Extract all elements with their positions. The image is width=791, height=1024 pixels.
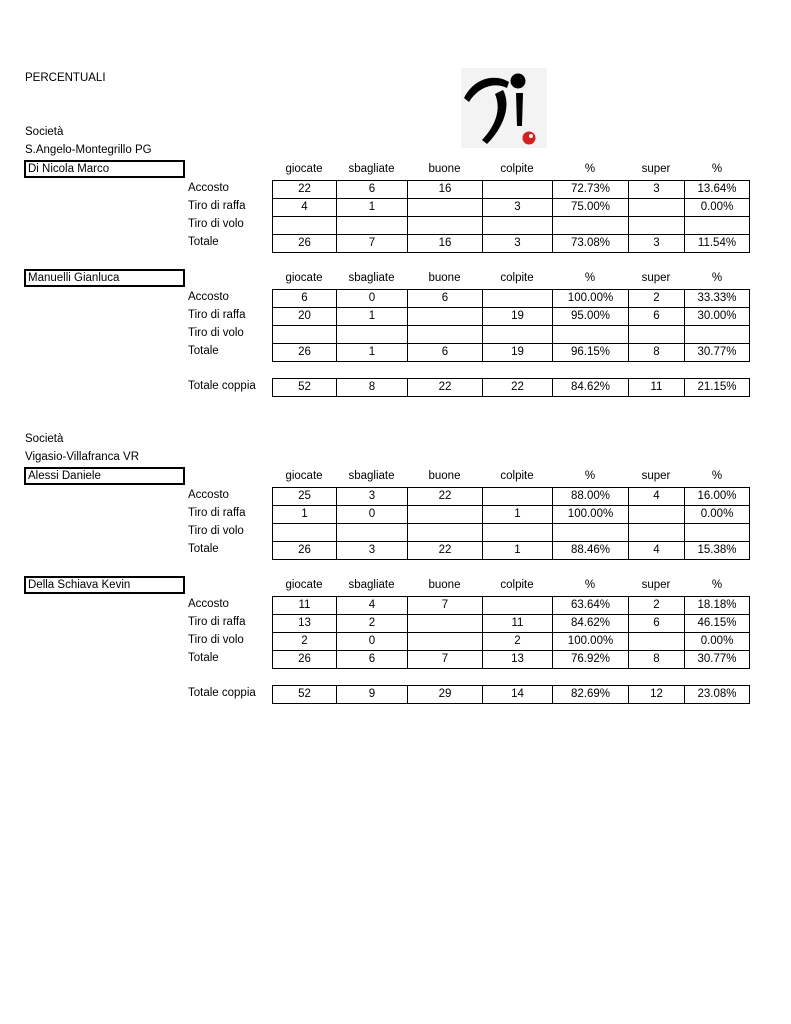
table-cell: 1 <box>337 199 408 217</box>
table-cell <box>483 217 553 235</box>
row-box <box>272 198 750 217</box>
table-cell: 13 <box>273 615 337 633</box>
table-cell: 6 <box>337 651 408 669</box>
row-box <box>272 685 750 704</box>
row-box <box>272 487 750 506</box>
table-cell: 4 <box>629 542 685 560</box>
table-cell: 13.64% <box>697 183 737 195</box>
table-cell <box>629 199 685 217</box>
row-box <box>272 505 750 524</box>
column-header: giocate <box>285 163 323 175</box>
table-cell: 1 <box>273 506 337 524</box>
table-cell: 16.00% <box>697 490 737 502</box>
column-header: % <box>584 272 596 284</box>
table-cell: 63.64% <box>553 597 629 615</box>
row-box <box>272 216 750 235</box>
table-cell: 11 <box>273 597 337 615</box>
table-cell: 76.92% <box>553 651 629 669</box>
row-box <box>272 234 750 253</box>
table-cell: 22 <box>408 488 483 506</box>
player-name-box: Di Nicola Marco <box>24 160 185 178</box>
column-header: giocate <box>285 470 323 482</box>
page-title: PERCENTUALI <box>25 72 106 84</box>
table-cell: 23.08% <box>697 688 737 700</box>
table-cell <box>629 217 685 235</box>
row-label: Tiro di raffa <box>188 309 246 321</box>
row-label: Tiro di volo <box>188 218 244 230</box>
row-label: Totale coppia <box>188 380 256 392</box>
column-header: % <box>584 163 596 175</box>
row-label: Totale <box>188 652 219 664</box>
table-cell: 4 <box>629 488 685 506</box>
row-box <box>272 343 750 362</box>
table-cell: 46.15% <box>697 617 737 629</box>
table-cell: 9 <box>337 686 408 704</box>
table-cell <box>553 326 629 344</box>
table-cell: 14 <box>483 686 553 704</box>
table-cell: 7 <box>337 235 408 253</box>
table-cell <box>408 506 483 524</box>
table-cell: 0 <box>337 633 408 651</box>
row-label: Totale <box>188 236 219 248</box>
table-cell: 8 <box>337 379 408 397</box>
table-cell: 100.00% <box>553 506 629 524</box>
player-name-box: Della Schiava Kevin <box>24 576 185 594</box>
row-box <box>272 614 750 633</box>
table-cell: 0 <box>337 506 408 524</box>
table-cell: 2 <box>273 633 337 651</box>
column-header: % <box>584 579 596 591</box>
table-cell <box>629 633 685 651</box>
column-header: colpite <box>500 579 534 591</box>
table-cell <box>483 488 553 506</box>
table-cell <box>685 524 749 542</box>
table-cell: 0.00% <box>700 201 734 213</box>
table-cell <box>483 524 553 542</box>
table-cell: 0 <box>337 290 408 308</box>
table-cell <box>629 524 685 542</box>
table-cell: 30.77% <box>697 346 737 358</box>
table-cell: 22 <box>408 379 483 397</box>
table-cell: 19 <box>483 344 553 362</box>
row-box <box>272 596 750 615</box>
column-header: buone <box>428 579 461 591</box>
table-cell: 4 <box>273 199 337 217</box>
row-box <box>272 180 750 199</box>
societa-label: Società <box>25 433 64 445</box>
table-cell <box>629 326 685 344</box>
table-cell <box>337 524 408 542</box>
table-cell: 33.33% <box>697 292 737 304</box>
table-cell: 6 <box>408 344 483 362</box>
table-cell: 26 <box>273 344 337 362</box>
table-cell: 84.62% <box>553 379 629 397</box>
row-label: Tiro di volo <box>188 634 244 646</box>
table-cell: 26 <box>273 542 337 560</box>
table-cell <box>685 217 749 235</box>
table-cell: 2 <box>483 633 553 651</box>
table-cell: 13 <box>483 651 553 669</box>
table-cell: 6 <box>408 290 483 308</box>
row-label: Tiro di raffa <box>188 616 246 628</box>
table-cell: 84.62% <box>553 615 629 633</box>
table-cell: 11 <box>629 379 685 397</box>
column-header: buone <box>428 163 461 175</box>
player-name-box: Manuelli Gianluca <box>24 269 185 287</box>
table-cell: 3 <box>337 542 408 560</box>
table-cell: 0.00% <box>700 635 734 647</box>
table-cell <box>483 326 553 344</box>
table-cell: 1 <box>337 344 408 362</box>
table-cell <box>273 524 337 542</box>
table-cell: 22 <box>273 181 337 199</box>
table-cell <box>408 633 483 651</box>
column-header: sbagliate <box>348 272 395 284</box>
table-cell: 15.38% <box>697 544 737 556</box>
table-cell: 3 <box>483 199 553 217</box>
table-cell: 3 <box>483 235 553 253</box>
table-cell: 2 <box>337 615 408 633</box>
table-cell: 82.69% <box>553 686 629 704</box>
column-header: colpite <box>500 272 534 284</box>
table-cell: 6 <box>273 290 337 308</box>
table-cell: 6 <box>629 308 685 326</box>
table-cell: 3 <box>629 235 685 253</box>
table-cell <box>408 326 483 344</box>
societa-label: Società <box>25 126 64 138</box>
table-cell: 29 <box>408 686 483 704</box>
table-cell: 52 <box>273 379 337 397</box>
table-cell: 11 <box>483 615 553 633</box>
table-cell <box>483 597 553 615</box>
column-header: giocate <box>285 579 323 591</box>
table-cell: 16 <box>408 235 483 253</box>
table-cell: 4 <box>337 597 408 615</box>
row-box <box>272 378 750 397</box>
column-header: colpite <box>500 163 534 175</box>
column-header: sbagliate <box>348 579 395 591</box>
bocce-player-logo-icon <box>461 68 547 148</box>
column-header: super <box>641 163 671 175</box>
column-header: giocate <box>285 272 323 284</box>
column-header: % <box>584 470 596 482</box>
table-cell <box>553 524 629 542</box>
row-box <box>272 523 750 542</box>
row-label: Tiro di raffa <box>188 200 246 212</box>
table-cell <box>337 217 408 235</box>
player-name-box: Alessi Daniele <box>24 467 185 485</box>
column-header: super <box>641 470 671 482</box>
table-cell: 11.54% <box>697 237 737 249</box>
table-cell: 88.00% <box>553 488 629 506</box>
table-cell <box>553 217 629 235</box>
row-box <box>272 632 750 651</box>
table-cell: 100.00% <box>553 633 629 651</box>
table-cell: 75.00% <box>553 199 629 217</box>
table-cell: 1 <box>337 308 408 326</box>
table-cell: 73.08% <box>553 235 629 253</box>
table-cell <box>483 181 553 199</box>
table-cell: 30.77% <box>697 653 737 665</box>
column-header: % <box>711 272 723 284</box>
column-header: buone <box>428 272 461 284</box>
row-box <box>272 541 750 560</box>
table-cell <box>685 326 749 344</box>
column-header: colpite <box>500 470 534 482</box>
table-cell: 100.00% <box>553 290 629 308</box>
table-cell <box>408 217 483 235</box>
row-label: Accosto <box>188 291 229 303</box>
table-cell: 25 <box>273 488 337 506</box>
column-header: sbagliate <box>348 470 395 482</box>
column-header: % <box>711 579 723 591</box>
societa-name: S.Angelo-Montegrillo PG <box>25 144 152 156</box>
table-cell: 1 <box>483 506 553 524</box>
table-cell: 7 <box>408 651 483 669</box>
table-cell: 3 <box>629 181 685 199</box>
row-label: Totale <box>188 543 219 555</box>
column-header: % <box>711 470 723 482</box>
row-label: Tiro di volo <box>188 327 244 339</box>
row-label: Totale <box>188 345 219 357</box>
table-cell: 12 <box>629 686 685 704</box>
table-cell <box>408 199 483 217</box>
table-cell <box>408 524 483 542</box>
table-cell: 8 <box>629 344 685 362</box>
table-cell: 30.00% <box>697 310 737 322</box>
table-cell: 95.00% <box>553 308 629 326</box>
table-cell: 8 <box>629 651 685 669</box>
table-cell: 6 <box>629 615 685 633</box>
table-cell: 96.15% <box>553 344 629 362</box>
table-cell: 18.18% <box>697 599 737 611</box>
table-cell: 0.00% <box>700 508 734 520</box>
table-cell <box>483 290 553 308</box>
column-header: % <box>711 163 723 175</box>
row-box <box>272 289 750 308</box>
row-label: Accosto <box>188 182 229 194</box>
row-label: Accosto <box>188 489 229 501</box>
column-header: super <box>641 272 671 284</box>
column-header: buone <box>428 470 461 482</box>
row-box <box>272 650 750 669</box>
table-cell: 22 <box>483 379 553 397</box>
table-cell: 2 <box>629 290 685 308</box>
table-cell: 21.15% <box>697 381 737 393</box>
row-label: Tiro di raffa <box>188 507 246 519</box>
table-cell <box>273 326 337 344</box>
table-cell <box>273 217 337 235</box>
table-cell: 2 <box>629 597 685 615</box>
table-cell: 19 <box>483 308 553 326</box>
table-cell <box>408 615 483 633</box>
table-cell: 52 <box>273 686 337 704</box>
table-cell: 72.73% <box>553 181 629 199</box>
row-label: Tiro di volo <box>188 525 244 537</box>
table-cell: 16 <box>408 181 483 199</box>
row-label: Totale coppia <box>188 687 256 699</box>
row-box <box>272 307 750 326</box>
column-header: super <box>641 579 671 591</box>
table-cell: 88.46% <box>553 542 629 560</box>
societa-name: Vigasio-Villafranca VR <box>25 451 139 463</box>
table-cell: 3 <box>337 488 408 506</box>
table-cell: 7 <box>408 597 483 615</box>
table-cell: 26 <box>273 651 337 669</box>
table-cell: 1 <box>483 542 553 560</box>
table-cell: 22 <box>408 542 483 560</box>
row-box <box>272 325 750 344</box>
table-cell <box>629 506 685 524</box>
table-cell: 26 <box>273 235 337 253</box>
table-cell <box>408 308 483 326</box>
table-cell: 6 <box>337 181 408 199</box>
row-label: Accosto <box>188 598 229 610</box>
table-cell <box>337 326 408 344</box>
column-header: sbagliate <box>348 163 395 175</box>
table-cell: 20 <box>273 308 337 326</box>
